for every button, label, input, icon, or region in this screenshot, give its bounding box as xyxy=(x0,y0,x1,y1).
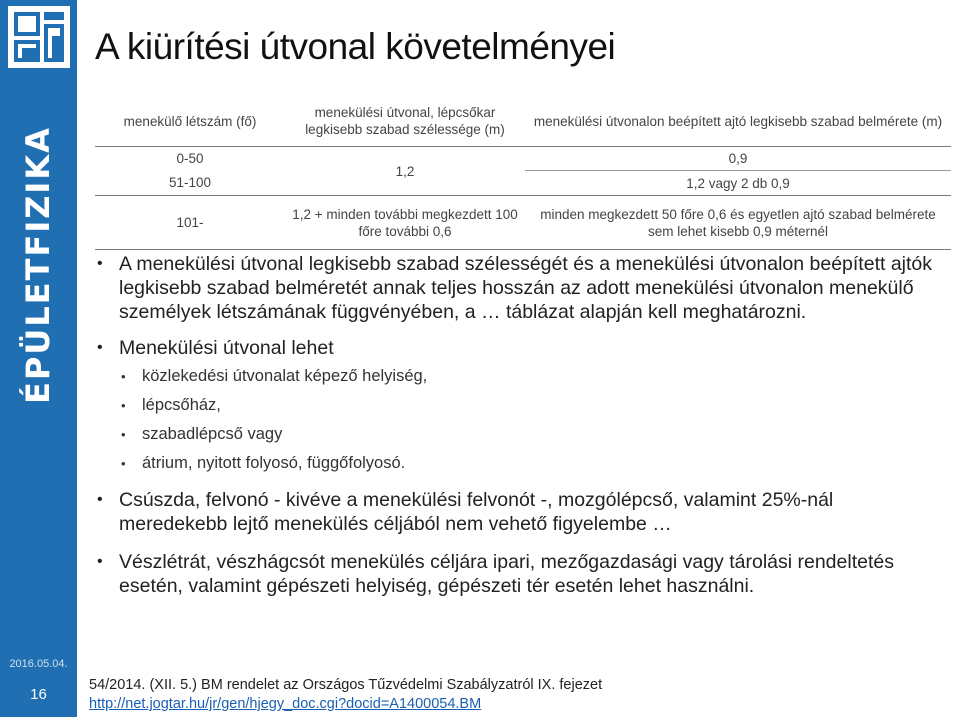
source-citation: 54/2014. (XII. 5.) BM rendelet az Országos Tűzvédelmi Szabályzatról IX. fejezet xyxy=(89,677,603,693)
table-row xyxy=(95,196,951,250)
bullet-item: • Csúszda, felvonó - kivéve a menekülési felvonót -, mozgólépcső, valamint 25%-nál meredekebb lejtő menekülés céljából nem vehető figyelembe … xyxy=(95,488,945,536)
slide-number: 16 xyxy=(30,686,47,703)
sidebar xyxy=(0,0,77,717)
sub-bullet-item: • közlekedési útvonalat képező helyiség, xyxy=(119,366,945,387)
table-header-cell: menekülési útvonalon beépített ajtó legkisebb szabad belmérete (m) xyxy=(525,96,951,147)
sidebar-label: ÉPÜLETFIZIKA xyxy=(19,126,57,404)
logo-icon xyxy=(8,6,70,68)
bullet-item: • A menekülési útvonal legkisebb szabad szélességét és a menekülési útvonalon beépített ajtók legkisebb szabad belméretét annak teljes hosszán az adott menekülési útvonalon menekülő személyek létszámának függvényében, a … táblázat alapján kell meghatározni. xyxy=(95,252,945,324)
table-row xyxy=(95,147,951,171)
bullet-item xyxy=(95,336,945,474)
table-cell: 101- xyxy=(95,196,285,250)
table-cell: 0-50 xyxy=(176,151,204,167)
bullet-text: Menekülési útvonal lehet xyxy=(119,337,334,359)
table-cell: 51-100 xyxy=(168,175,212,191)
table-cell: 1,2 xyxy=(395,163,415,179)
slide-date: 2016.05.04. xyxy=(9,658,68,670)
table-cell: 1,2 + minden további megkezdett 100 főre további 0,6 xyxy=(285,196,525,250)
requirements-table xyxy=(95,96,951,250)
bullet-item: • Vészlétrát, vészhágcsót menekülés céljára ipari, mezőgazdasági vagy tárolási rendeltetés esetén, valamint gépészeti helyiség, gépészeti tér esetén lehet használni. xyxy=(95,550,945,598)
table-header-cell: menekülő létszám (fő) xyxy=(95,96,285,147)
slide-title: A kiürítési útvonal követelményei xyxy=(95,26,616,67)
sub-bullet-item: • szabadlépcső vagy xyxy=(119,424,945,445)
table-cell: 0,9 xyxy=(525,147,951,171)
sub-bullet-item: • lépcsőház, xyxy=(119,395,945,416)
table-cell: minden megkezdett 50 főre 0,6 és egyetlen ajtó szabad belmérete sem lehet kisebb 0,9 méternél xyxy=(525,196,951,250)
table-header-cell: menekülési útvonal, lépcsőkar legkisebb szabad szélessége (m) xyxy=(285,96,525,147)
source-link[interactable]: http://net.jogtar.hu/jr/gen/hjegy_doc.cgi?docid=A1400054.BM xyxy=(89,696,482,712)
table-header-row xyxy=(95,96,951,147)
table-cell: 1,2 vagy 2 db 0,9 xyxy=(686,175,790,191)
sub-bullet-item: • átrium, nyitott folyosó, függőfolyosó. xyxy=(119,453,945,474)
bullet-list xyxy=(95,252,945,598)
sub-bullet-list xyxy=(119,366,945,474)
footer xyxy=(89,676,602,714)
